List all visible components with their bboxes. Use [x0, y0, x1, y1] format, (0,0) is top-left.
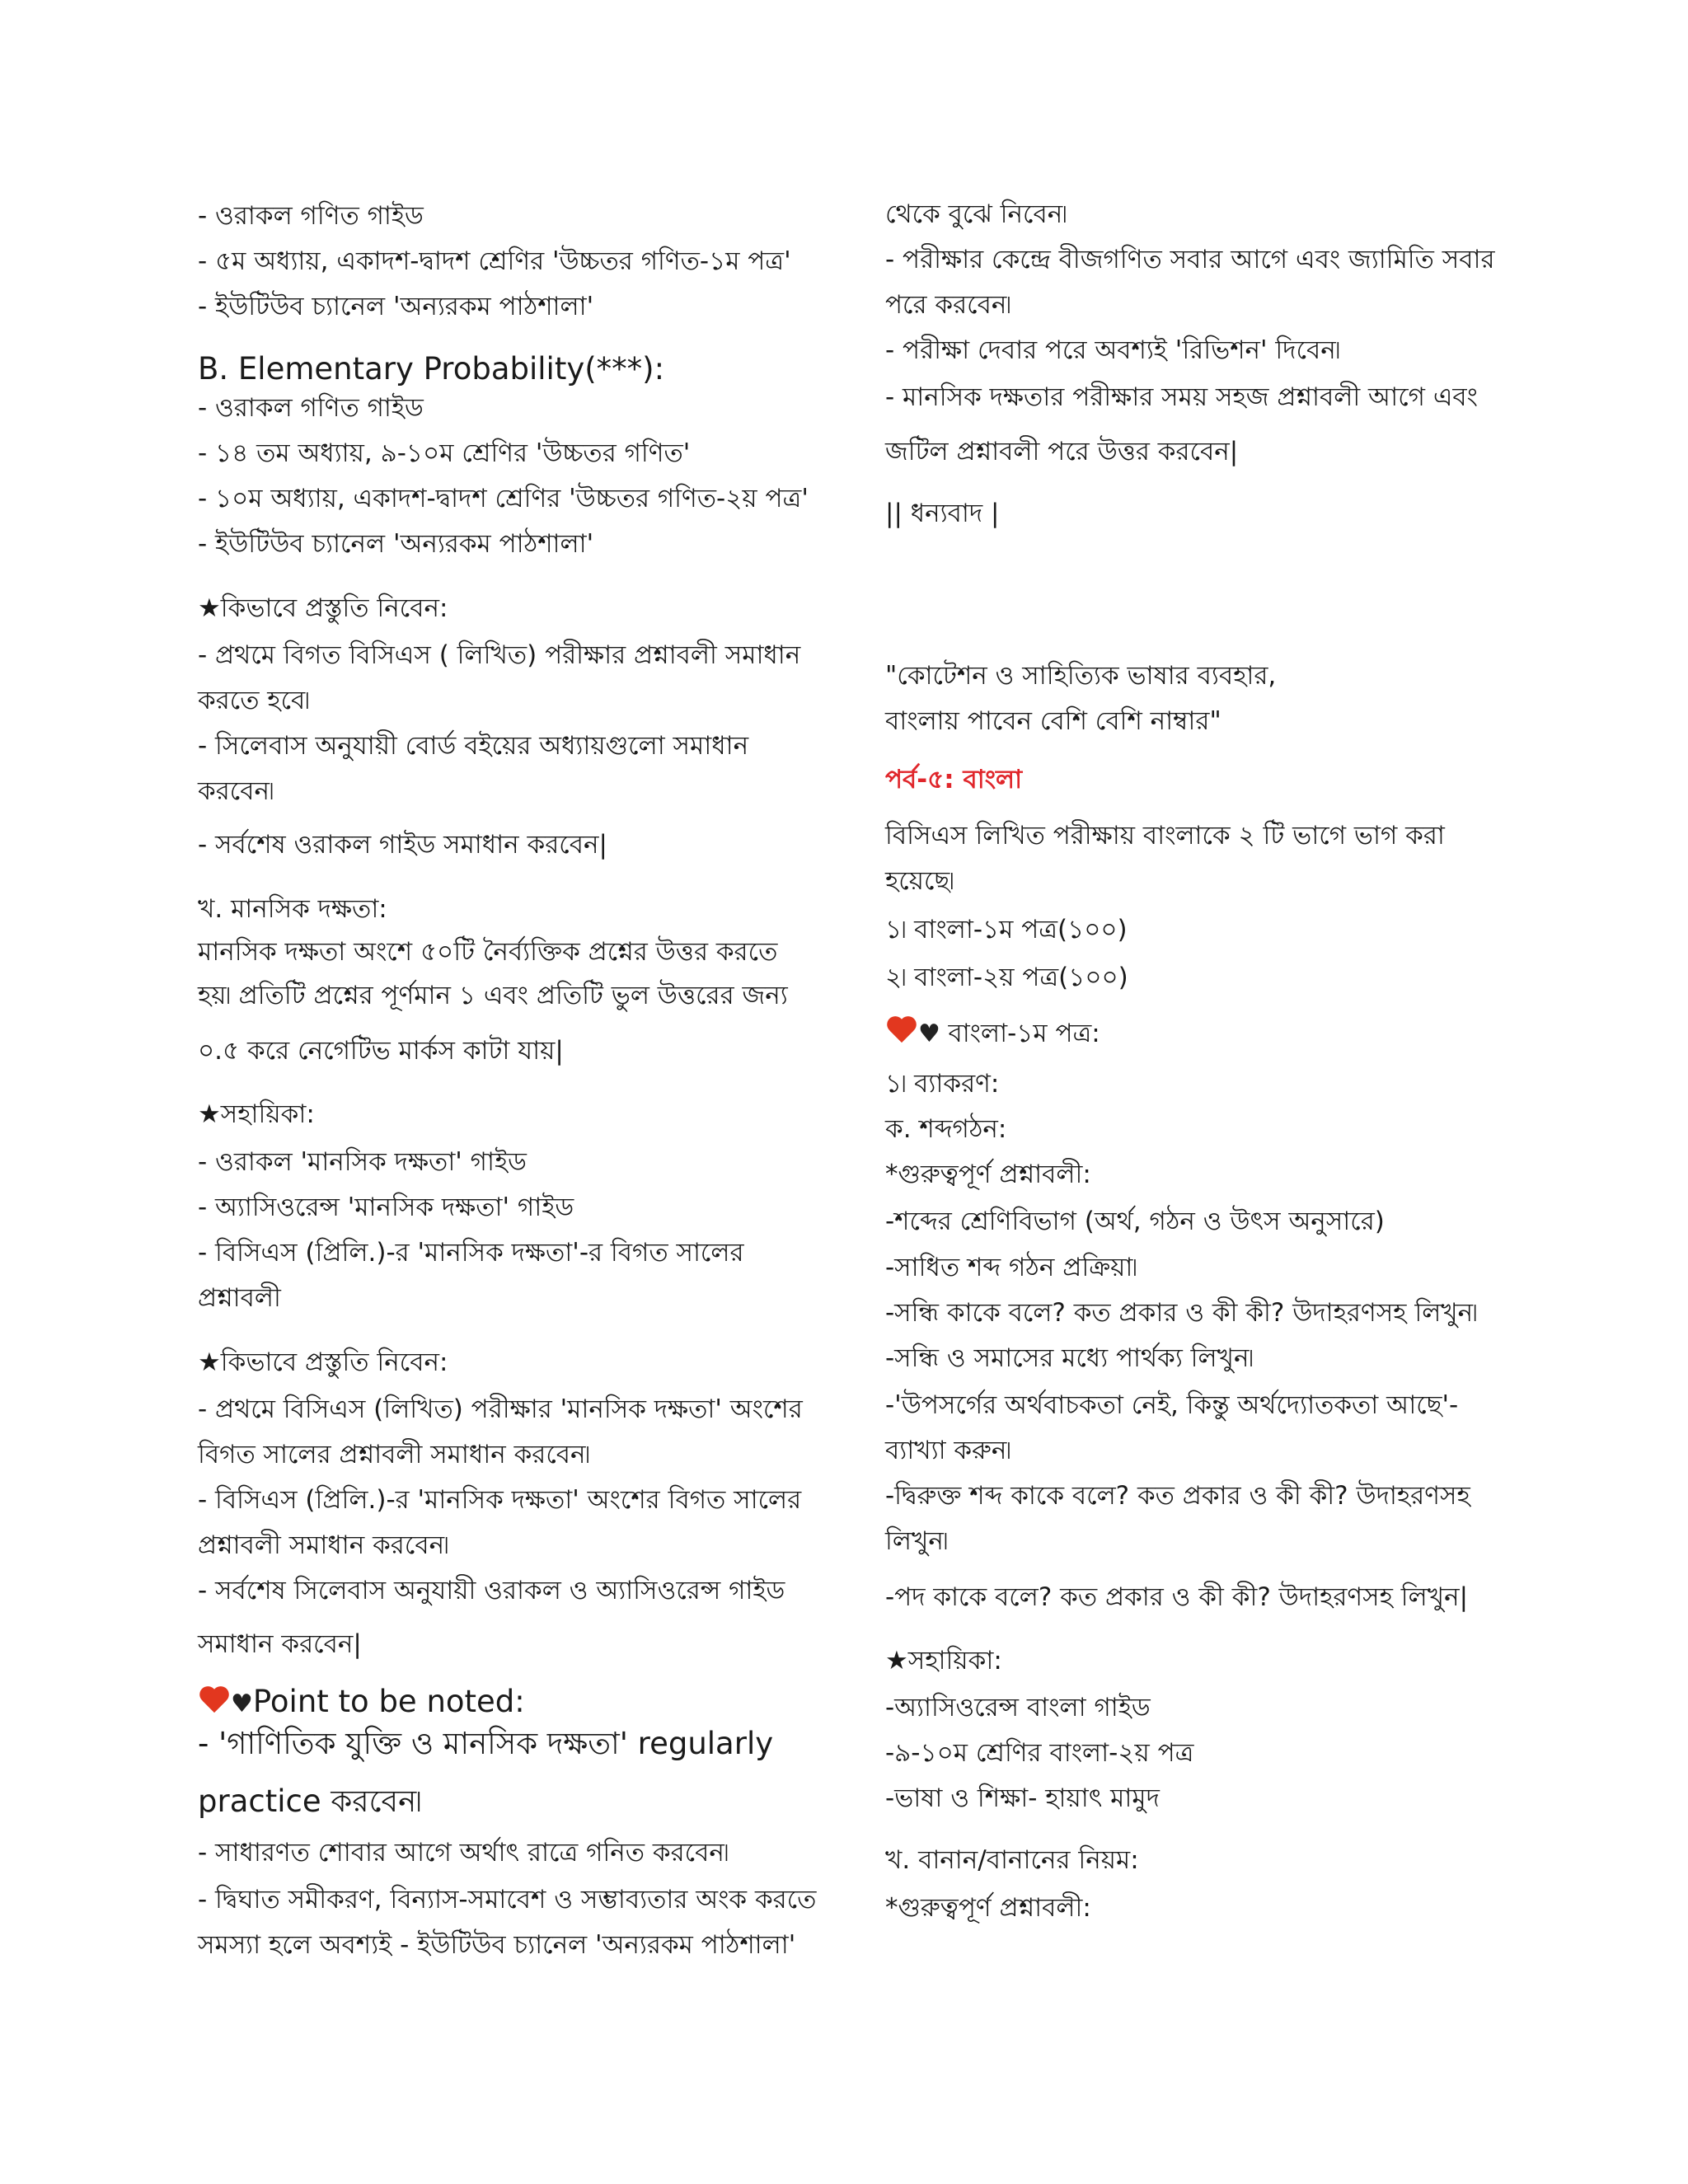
text-line: সমস্যা হলে অবশ্যই - ইউটিউব চ্যানেল 'অন্যরকম পাঠশালা'	[198, 1930, 796, 1960]
text-line: - পরীক্ষা দেবার পরে অবশ্যই 'রিভিশন' দিবেন৷	[885, 335, 1340, 365]
text-line: - ১৪ তম অধ্যায়, ৯-১০ম শ্রেণির 'উচ্চতর গণিত'	[198, 438, 691, 468]
text-line: -'উপসর্গের অর্থবাচকতা নেই, কিন্তু অর্থদ্যোতকতা আছে'-	[885, 1390, 1459, 1420]
subheading: ★কিভাবে প্রস্তুতি নিবেন:	[198, 593, 448, 623]
text-line: ০.৫ করে নেগেটিভ মার্কস কাটা যায়|	[198, 1036, 564, 1066]
paper-heading-text: বাংলা-১ম পত্র:	[948, 1019, 1100, 1048]
text-line: করতে হবে৷	[198, 686, 310, 715]
quote-line: "কোটেশন ও সাহিত্যিক ভাষার ব্যবহার,	[885, 661, 1277, 691]
list-item: ২৷ বাংলা-২য় পত্র(১০০)	[885, 963, 1128, 992]
text-line: - ইউটিউব চ্যানেল 'অন্যরকম পাঠশালা'	[198, 292, 594, 321]
text-line: -অ্যাসিওরেন্স বাংলা গাইড	[885, 1693, 1151, 1722]
section-heading: B. Elementary Probability(***):	[198, 351, 665, 387]
subheading: খ. মানসিক দক্ষতা:	[198, 894, 387, 924]
paper-heading	[885, 1017, 1100, 1053]
list-item: ১৷ বাংলা-১ম পত্র(১০০)	[885, 915, 1128, 944]
text-line: -শব্দের শ্রেণিবিভাগ (অর্থ, গঠন ও উৎস অনুসারে)	[885, 1207, 1385, 1236]
text-line: লিখুন৷	[885, 1526, 949, 1556]
text-line: - বিসিএস (প্রিলি.)-র 'মানসিক দক্ষতা'-র বিগত সালের	[198, 1238, 744, 1268]
heart-icon	[198, 1687, 231, 1715]
text-line: - ইউটিউব চ্যানেল 'অন্যরকম পাঠশালা'	[198, 529, 594, 559]
text-line: প্রশ্নাবলী সমাধান করবেন৷	[198, 1530, 449, 1560]
text-line: - ওরাকল 'মানসিক দক্ষতা' গাইড	[198, 1147, 527, 1177]
text-line: - দ্বিঘাত সমীকরণ, বিন্যাস-সমাবেশ ও সম্ভাব্যতার অংক করতে	[198, 1885, 817, 1915]
text-line: করবেন৷	[198, 776, 274, 806]
text-line: - ওরাকল গণিত গাইড	[198, 393, 424, 423]
heart-suit-icon: ♥	[918, 1019, 949, 1048]
text-line: - সিলেবাস অনুযায়ী বোর্ড বইয়ের অধ্যায়গুলো সমাধান	[198, 731, 749, 761]
thanks-line: || ধন্যবাদ |	[885, 499, 1000, 528]
text-line: - পরীক্ষার কেন্দ্রে বীজগণিত সবার আগে এবং জ্যামিতি সবার	[885, 245, 1495, 274]
text-line: - ৫ম অধ্যায়, একাদশ-দ্বাদশ শ্রেণির 'উচ্চতর গণিত-১ম পত্র'	[198, 246, 791, 276]
text-line: ক. শব্দগঠন:	[885, 1114, 1007, 1144]
text-line: ব্যাখ্যা করুন৷	[885, 1436, 1011, 1465]
text-line: বিগত সালের প্রশ্নাবলী সমাধান করবেন৷	[198, 1440, 590, 1469]
text-line: -সন্ধি কাকে বলে? কত প্রকার ও কী কী? উদাহরণসহ লিখুন৷	[885, 1298, 1478, 1328]
text-line: - মানসিক দক্ষতার পরীক্ষার সময় সহজ প্রশ্নাবলী আগে এবং	[885, 382, 1479, 412]
note-heading	[198, 1683, 525, 1724]
text-line: practice করবেন৷	[198, 1783, 422, 1819]
text-line: বিসিএস লিখিত পরীক্ষায় বাংলাকে ২ টি ভাগে ভাগ করা	[885, 821, 1445, 851]
text-line: - বিসিএস (প্রিলি.)-র 'মানসিক দক্ষতা' অংশের বিগত সালের	[198, 1485, 802, 1515]
subheading: ★সহায়িকা:	[885, 1646, 1002, 1675]
text-line: - সর্বশেষ সিলেবাস অনুযায়ী ওরাকল ও অ্যাসিওরেন্স গাইড	[198, 1576, 785, 1605]
text-line: - সর্বশেষ ওরাকল গাইড সমাধান করবেন|	[198, 830, 607, 860]
text-line: মানসিক দক্ষতা অংশে ৫০টি নৈর্ব্যক্তিক প্রশ্নের উত্তর করতে	[198, 937, 778, 967]
subheading: খ. বানান/বানানের নিয়ম:	[885, 1845, 1139, 1875]
text-line: জটিল প্রশ্নাবলী পরে উত্তর করবেন|	[885, 437, 1239, 466]
text-line: - 'গাণিতিক যুক্তি ও মানসিক দক্ষতা' regularly	[198, 1726, 774, 1761]
text-line: - প্রথমে বিগত বিসিএস ( লিখিত) পরীক্ষার প্রশ্নাবলী সমাধান	[198, 640, 801, 670]
text-line: ১৷ ব্যাকরণ:	[885, 1069, 1000, 1099]
note-heading-text: Point to be noted:	[252, 1684, 525, 1719]
part-heading: পর্ব-৫: বাংলা	[885, 765, 1023, 794]
text-line: -সাধিত শব্দ গঠন প্রক্রিয়া৷	[885, 1253, 1137, 1282]
text-line: *গুরুত্বপূর্ণ প্রশ্নাবলী:	[885, 1893, 1091, 1923]
text-line: হয়েছে৷	[885, 866, 954, 896]
text-line: *গুরুত্বপূর্ণ প্রশ্নাবলী:	[885, 1160, 1091, 1189]
text-line: - ১০ম অধ্যায়, একাদশ-দ্বাদশ শ্রেণির 'উচ্চতর গণিত-২য় পত্র'	[198, 484, 809, 513]
text-line: -সন্ধি ও সমাসের মধ্যে পার্থক্য লিখুন৷	[885, 1343, 1254, 1373]
text-line: সমাধান করবেন|	[198, 1629, 362, 1659]
text-line: -দ্বিরুক্ত শব্দ কাকে বলে? কত প্রকার ও কী কী? উদাহরণসহ	[885, 1481, 1470, 1511]
text-line: - ওরাকল গণিত গাইড	[198, 201, 424, 231]
quote-line: বাংলায় পাবেন বেশি বেশি নাম্বার"	[885, 706, 1221, 736]
text-line: -পদ কাকে বলে? কত প্রকার ও কী কী? উদাহরণসহ লিখুন|	[885, 1582, 1469, 1612]
text-line: হয়৷ প্রতিটি প্রশ্নের পূর্ণমান ১ এবং প্রতিটি ভুল উত্তরের জন্য	[198, 981, 788, 1010]
text-line: - প্রথমে বিসিএস (লিখিত) পরীক্ষার 'মানসিক দক্ষতা' অংশের	[198, 1394, 803, 1424]
text-line: প্রশ্নাবলী	[198, 1283, 281, 1313]
text-line: -ভাষা ও শিক্ষা- হায়াৎ মামুদ	[885, 1783, 1160, 1813]
subheading: ★সহায়িকা:	[198, 1099, 315, 1129]
subheading: ★কিভাবে প্রস্তুতি নিবেন:	[198, 1347, 448, 1377]
heart-suit-icon: ♥	[231, 1690, 253, 1718]
text-line: থেকে বুঝে নিবেন৷	[885, 199, 1067, 229]
text-line: পরে করবেন৷	[885, 290, 1011, 320]
text-line: -৯-১০ম শ্রেণির বাংলা-২য় পত্র	[885, 1738, 1194, 1768]
heart-icon	[885, 1017, 918, 1045]
text-line: - সাধারণত শোবার আগে অর্থাৎ রাত্রে গনিত করবেন৷	[198, 1838, 729, 1868]
text-line: - অ্যাসিওরেন্স 'মানসিক দক্ষতা' গাইড	[198, 1193, 574, 1222]
